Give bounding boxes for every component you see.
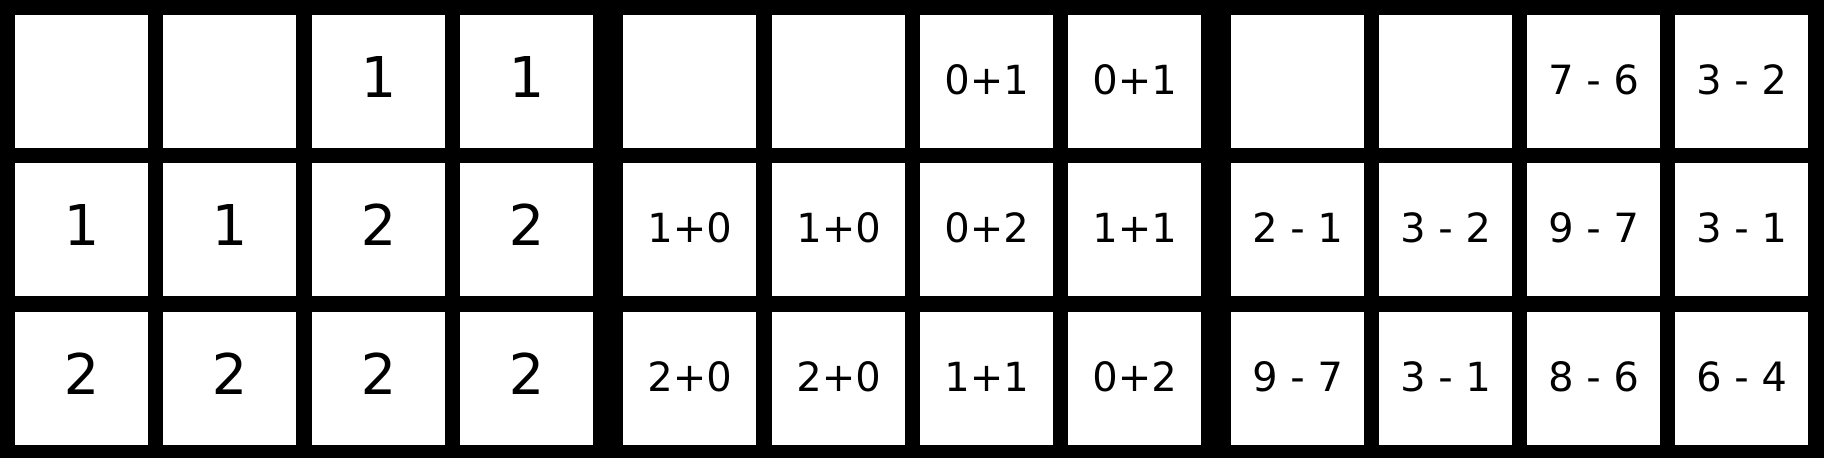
grid-cell-subtractions-r3-c2 (1379, 312, 1512, 445)
cell-label: 0+1 (944, 58, 1029, 104)
cell-label: 1 (360, 46, 397, 111)
cell-label: 2 (63, 343, 100, 408)
cell-label: 2 (508, 343, 545, 408)
grid-cell-numbers-r1-c4 (460, 15, 593, 148)
grid-cell-numbers-r2-c3 (312, 163, 445, 296)
cell-label: 1+0 (647, 206, 732, 252)
grid-cell-subtractions-r3-c4 (1675, 312, 1808, 445)
grid-cell-numbers-r3-c1 (15, 312, 148, 445)
cell-label: 1+1 (944, 355, 1029, 401)
grid-cell-subtractions-r1-c2 (1379, 15, 1512, 148)
grid-cell-additions-r1-c2 (772, 15, 905, 148)
grid-cell-numbers-r3-c4 (460, 312, 593, 445)
grid-cell-subtractions-r2-c3 (1527, 163, 1660, 296)
cell-label: 1+1 (1092, 206, 1177, 252)
grid-cell-additions-r3-c2 (772, 312, 905, 445)
cell-label: 3 - 1 (1696, 206, 1787, 252)
grid-cell-additions-r2-c1 (623, 163, 756, 296)
cell-label: 2+0 (796, 355, 881, 401)
cell-label: 2 (360, 194, 397, 259)
cell-label: 2 (360, 343, 397, 408)
cell-label: 2 (211, 343, 248, 408)
grid-cell-additions-r2-c2 (772, 163, 905, 296)
cell-label: 8 - 6 (1548, 355, 1639, 401)
grid-cell-numbers-r1-c1 (15, 15, 148, 148)
grid-cell-numbers-r2-c4 (460, 163, 593, 296)
grid-cell-numbers-r1-c2 (163, 15, 296, 148)
cell-label: 3 - 2 (1400, 206, 1491, 252)
cell-label: 7 - 6 (1548, 58, 1639, 104)
grid-cell-numbers-r2-c2 (163, 163, 296, 296)
grid-cell-subtractions-r2-c1 (1231, 163, 1364, 296)
grid-cell-numbers-r2-c1 (15, 163, 148, 296)
cell-label: 2+0 (647, 355, 732, 401)
grid-cell-subtractions-r1-c3 (1527, 15, 1660, 148)
cell-label: 0+2 (944, 206, 1029, 252)
grid-cell-subtractions-r3-c3 (1527, 312, 1660, 445)
grid-cell-numbers-r3-c3 (312, 312, 445, 445)
cell-label: 9 - 7 (1548, 206, 1639, 252)
cell-label: 6 - 4 (1696, 355, 1787, 401)
cell-label: 1+0 (796, 206, 881, 252)
cell-label: 9 - 7 (1252, 355, 1343, 401)
cell-label: 3 - 1 (1400, 355, 1491, 401)
grid-cell-numbers-r1-c3 (312, 15, 445, 148)
cell-label: 1 (211, 194, 248, 259)
grid-cell-subtractions-r1-c1 (1231, 15, 1364, 148)
cell-label: 1 (63, 194, 100, 259)
grid-cell-additions-r2-c3 (920, 163, 1053, 296)
grid-cell-subtractions-r2-c4 (1675, 163, 1808, 296)
grid-cell-additions-r3-c3 (920, 312, 1053, 445)
grid-cell-additions-r3-c1 (623, 312, 756, 445)
grid-cell-additions-r1-c1 (623, 15, 756, 148)
cell-label: 1 (508, 46, 545, 111)
cell-label: 2 - 1 (1252, 206, 1343, 252)
cell-label: 3 - 2 (1696, 58, 1787, 104)
cell-label: 0+1 (1092, 58, 1177, 104)
cell-label: 2 (508, 194, 545, 259)
grid-cell-additions-r2-c4 (1068, 163, 1201, 296)
grid-cell-subtractions-r2-c2 (1379, 163, 1512, 296)
cell-label: 0+2 (1092, 355, 1177, 401)
grid-cell-additions-r1-c3 (920, 15, 1053, 148)
grid-cell-numbers-r3-c2 (163, 312, 296, 445)
grid-cell-additions-r3-c4 (1068, 312, 1201, 445)
grid-cell-subtractions-r3-c1 (1231, 312, 1364, 445)
grid-cell-additions-r1-c4 (1068, 15, 1201, 148)
grid-cell-subtractions-r1-c4 (1675, 15, 1808, 148)
